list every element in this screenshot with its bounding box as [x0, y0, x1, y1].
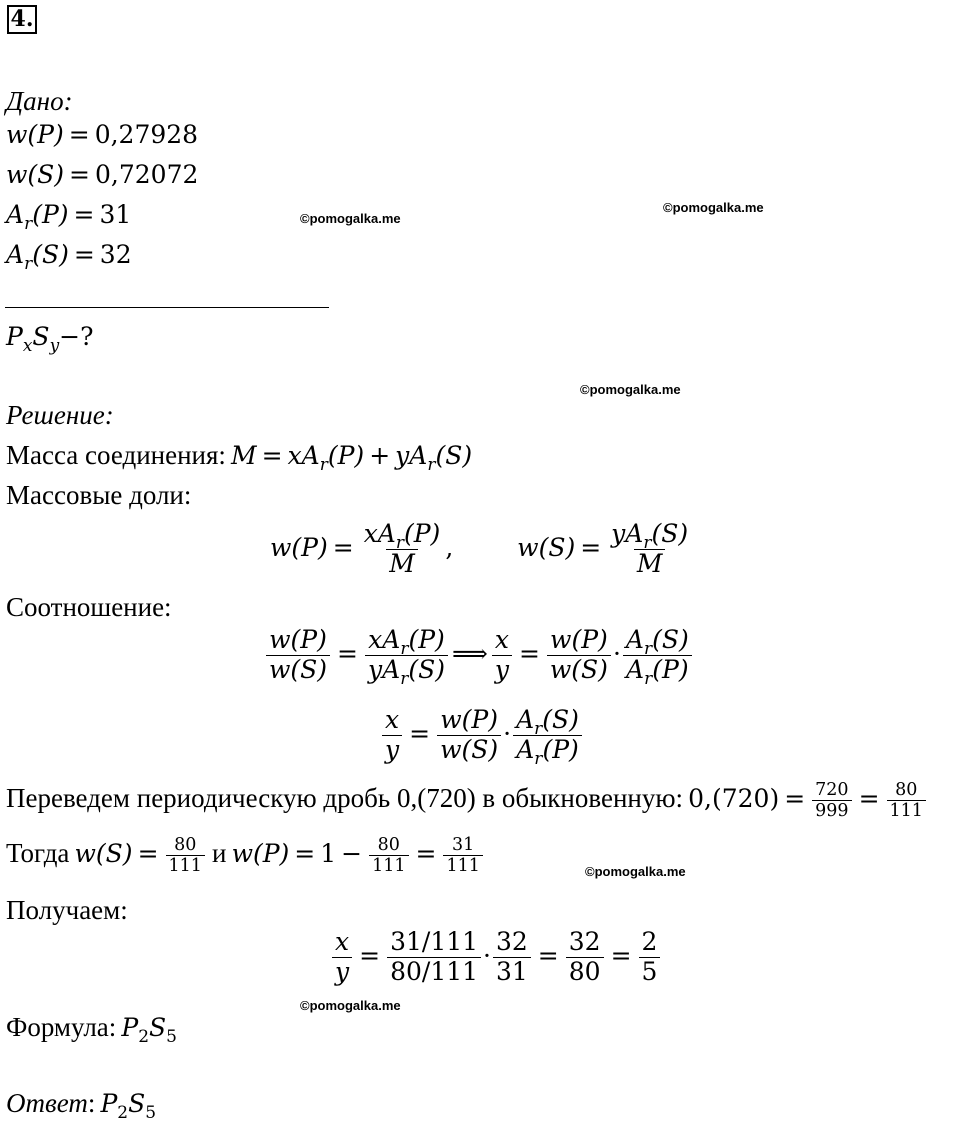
find-formula: $P_xS_y-$?	[6, 322, 94, 356]
watermark: ©pomogalka.me	[580, 382, 681, 397]
convert-line: Переведем периодическую дробь 0,(720) в обыкновенную: 0,(720) = $\frac{720}{999}$ = $\frac{80}{111}$	[6, 780, 928, 821]
mass-fractions-label: Массовые доли:	[6, 480, 192, 510]
given-ar-p: $A_r(P) = 31$	[6, 200, 132, 234]
result-equation: $\frac{x}{y}$ = $\frac{31/111}{80/111}$ · $\frac{32}{31}$ = $\frac{32}{80}$ = $\frac{2}{5}$	[330, 928, 662, 987]
then-line: Тогда w(S) = $\frac{80}{111}$ и w(P) = 1 − $\frac{80}{111}$ = $\frac{31}{111}$	[6, 835, 485, 876]
given-ar-s: $A_r(S) = 32$	[6, 240, 132, 274]
ratio-label: Соотношение:	[6, 592, 172, 622]
given-w-p: w(P) = 0,27928	[6, 120, 199, 149]
given-w-s: w(S) = 0,72072	[6, 160, 199, 189]
formula-line: Формула: $P_2S_5$	[6, 1012, 177, 1047]
watermark: ©pomogalka.me	[300, 998, 401, 1013]
mass-fraction-formulas: w(P) = $\frac{xA_r(P)}{M}$ , w(S) = $\frac{yA_r(S)}{M}$	[270, 519, 689, 578]
watermark: ©pomogalka.me	[585, 864, 686, 879]
answer-line: Ответ: $P_2S_5$	[6, 1088, 157, 1123]
solution-label: Решение:	[6, 400, 114, 430]
ratio-result: $\frac{x}{y}$ = $\frac{w(P)}{w(S)}$ · $\frac{A_r(S)}{A_r(P)}$	[380, 706, 584, 765]
given-label: Дано:	[6, 86, 73, 116]
ratio-equation: $\frac{w(P)}{w(S)}$ = $\frac{xA_r(P)}{yA_r(S)}$ ⟹ $\frac{x}{y}$ = $\frac{w(P)}{w(S)}$ · $\frac{A_r(S)}{A_r(P)}$	[264, 626, 694, 685]
result-label: Получаем:	[6, 895, 128, 925]
watermark: ©pomogalka.me	[663, 200, 764, 215]
problem-number: 4.	[7, 5, 37, 34]
divider-line	[5, 307, 329, 308]
mass-line: Масса соединения: $M = xA_r(P) + yA_r(S)$	[6, 440, 473, 475]
watermark: ©pomogalka.me	[300, 211, 401, 226]
